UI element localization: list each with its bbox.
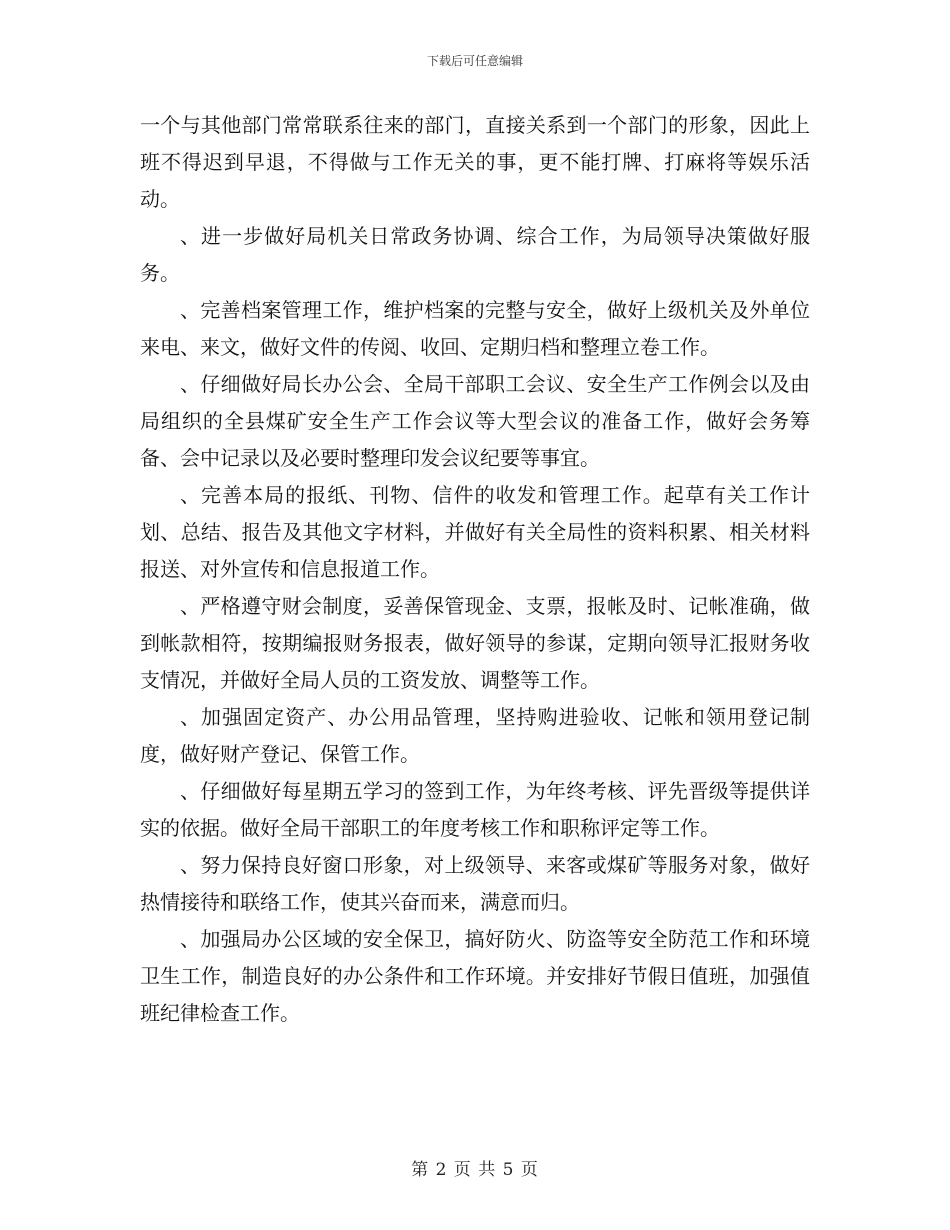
paragraph-item: 、加强局办公区域的安全保卫，搞好防火、防盗等安全防范工作和环境卫生工作，制造良好的办公条件和工作环境。并安排好节假日值班，加强值班纪律检查工作。 (140, 927, 810, 1025)
paragraph-item: 、严格遵守财会制度，妥善保管现金、支票，报帐及时、记帐准确，做到帐款相符，按期编报财务报表，做好领导的参谋，定期向领导汇报财务收支情况，并做好全局人员的工资发放、调整等工作。 (140, 594, 810, 692)
page-header-note: 下载后可任意编辑 (426, 54, 523, 68)
paragraph-item: 、加强固定资产、办公用品管理，坚持购进验收、记帐和领用登记制度，做好财产登记、保管工作。 (140, 705, 810, 766)
paragraph-continuation: 一个与其他部门常常联系往来的部门，直接关系到一个部门的形象，因此上班不得迟到早退，不得做与工作无关的事，更不能打牌、打麻将等娱乐活动。 (140, 113, 810, 211)
page-number-footer: 第 2 页 共 5 页 (411, 1160, 539, 1180)
paragraph-item: 、完善本局的报纸、刊物、信件的收发和管理工作。起草有关工作计划、总结、报告及其他文字材料，并做好有关全局性的资料积累、相关材料报送、对外宣传和信息报道工作。 (140, 483, 810, 581)
paragraph-item: 、仔细做好局长办公会、全局干部职工会议、安全生产工作例会以及由局组织的全县煤矿安全生产工作会议等大型会议的准备工作，做好会务筹备、会中记录以及必要时整理印发会议纪要等事宜。 (140, 372, 810, 470)
paragraph-item: 、完善档案管理工作，维护档案的完整与安全，做好上级机关及外单位来电、来文，做好文件的传阅、收回、定期归档和整理立卷工作。 (140, 298, 810, 359)
paragraph-item: 、进一步做好局机关日常政务协调、综合工作，为局领导决策做好服务。 (140, 224, 810, 285)
paragraph-item: 、仔细做好每星期五学习的签到工作，为年终考核、评先晋级等提供详实的依据。做好全局干部职工的年度考核工作和职称评定等工作。 (140, 779, 810, 840)
document-body (140, 107, 810, 1032)
paragraph-item: 、努力保持良好窗口形象，对上级领导、来客或煤矿等服务对象，做好热情接待和联络工作，使其兴奋而来，满意而归。 (140, 853, 810, 914)
